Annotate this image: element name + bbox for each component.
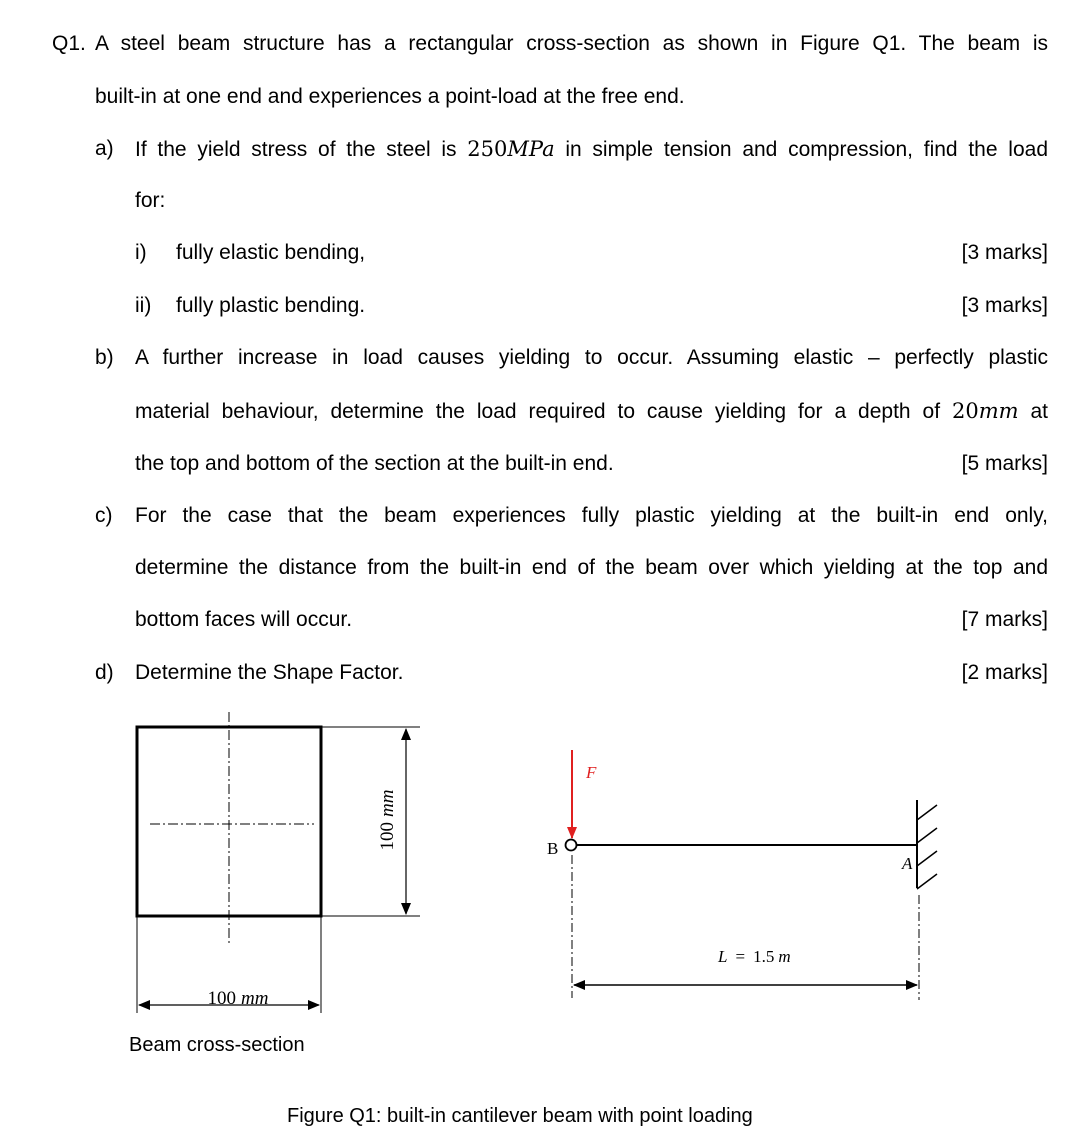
cross-section-caption: Beam cross-section <box>129 1034 305 1056</box>
question-number: Q1. <box>52 32 86 55</box>
part-b-depth-value: 20 <box>951 399 979 423</box>
part-b-line-2-after: at <box>1018 400 1048 423</box>
part-b-line-2-before: material behaviour, determine the load required to cause yielding for a depth of <box>135 400 952 423</box>
part-a-i-marks: [3 marks] <box>961 241 1048 264</box>
part-b-line-1: A further increase in load causes yielding to occur. Assuming elastic – perfectly plastic <box>135 346 1048 369</box>
force-label: F <box>586 763 597 782</box>
part-b-depth-unit: mm <box>978 399 1019 423</box>
height-unit: mm <box>377 789 398 817</box>
length-symbol: L <box>718 947 728 966</box>
part-a-i-label: i) <box>135 241 147 264</box>
width-unit: mm <box>241 988 269 1009</box>
cantilever-figure <box>547 750 937 1000</box>
part-a-text-after: in simple tension and compression, find the load <box>554 138 1048 161</box>
part-a-stress-value: 250 <box>467 137 508 161</box>
free-end-label: B <box>547 839 559 858</box>
part-c-marks: [7 marks] <box>961 608 1048 631</box>
part-a-ii-text: fully plastic bending. <box>176 294 366 317</box>
part-d-text: Determine the Shape Factor. <box>135 661 404 684</box>
part-c-line-1: For the case that the beam experiences fully plastic yielding at the built-in end only, <box>135 504 1048 527</box>
length-value: 1.5 <box>753 947 775 966</box>
part-b-label: b) <box>95 346 114 369</box>
width-dimension-label <box>208 988 269 1009</box>
part-d-label: d) <box>95 661 114 684</box>
part-a-ii-marks: [3 marks] <box>961 294 1048 317</box>
part-b-line-3: the top and bottom of the section at the built-in end. <box>135 452 614 475</box>
part-a-i-text: fully elastic bending, <box>176 241 366 264</box>
question-stem-line-1: A steel beam structure has a rectangular cross-section as shown in Figure Q1. The beam is <box>95 32 1048 55</box>
length-label <box>717 947 791 966</box>
width-value: 100 <box>207 988 237 1009</box>
part-d-marks: [2 marks] <box>961 661 1048 684</box>
part-c-line-2: determine the distance from the built-in end of the beam over which yielding at the top and <box>135 556 1048 579</box>
part-a-stress-unit: MPa <box>507 137 555 161</box>
length-equals: = <box>735 947 746 966</box>
part-a-text-before: If the yield stress of the steel is <box>135 138 468 161</box>
figure-caption: Figure Q1: built-in cantilever beam with point loading <box>287 1105 753 1127</box>
wall-hatching <box>917 805 937 889</box>
part-a-ii-label: ii) <box>135 294 152 317</box>
part-a-line-2: for: <box>135 189 166 212</box>
part-a-label: a) <box>95 137 114 160</box>
part-b-marks: [5 marks] <box>961 452 1048 475</box>
part-c-line-3: bottom faces will occur. <box>135 608 353 631</box>
length-unit: m <box>778 947 791 966</box>
question-stem-line-2: built-in at one end and experiences a point-load at the free end. <box>95 85 685 108</box>
cross-section-figure <box>137 712 420 1013</box>
height-dimension-label <box>377 790 398 851</box>
height-value: 100 <box>377 821 398 851</box>
part-c-label: c) <box>95 504 113 527</box>
fixed-end-label: A <box>902 854 913 873</box>
free-end-pin <box>566 840 577 851</box>
